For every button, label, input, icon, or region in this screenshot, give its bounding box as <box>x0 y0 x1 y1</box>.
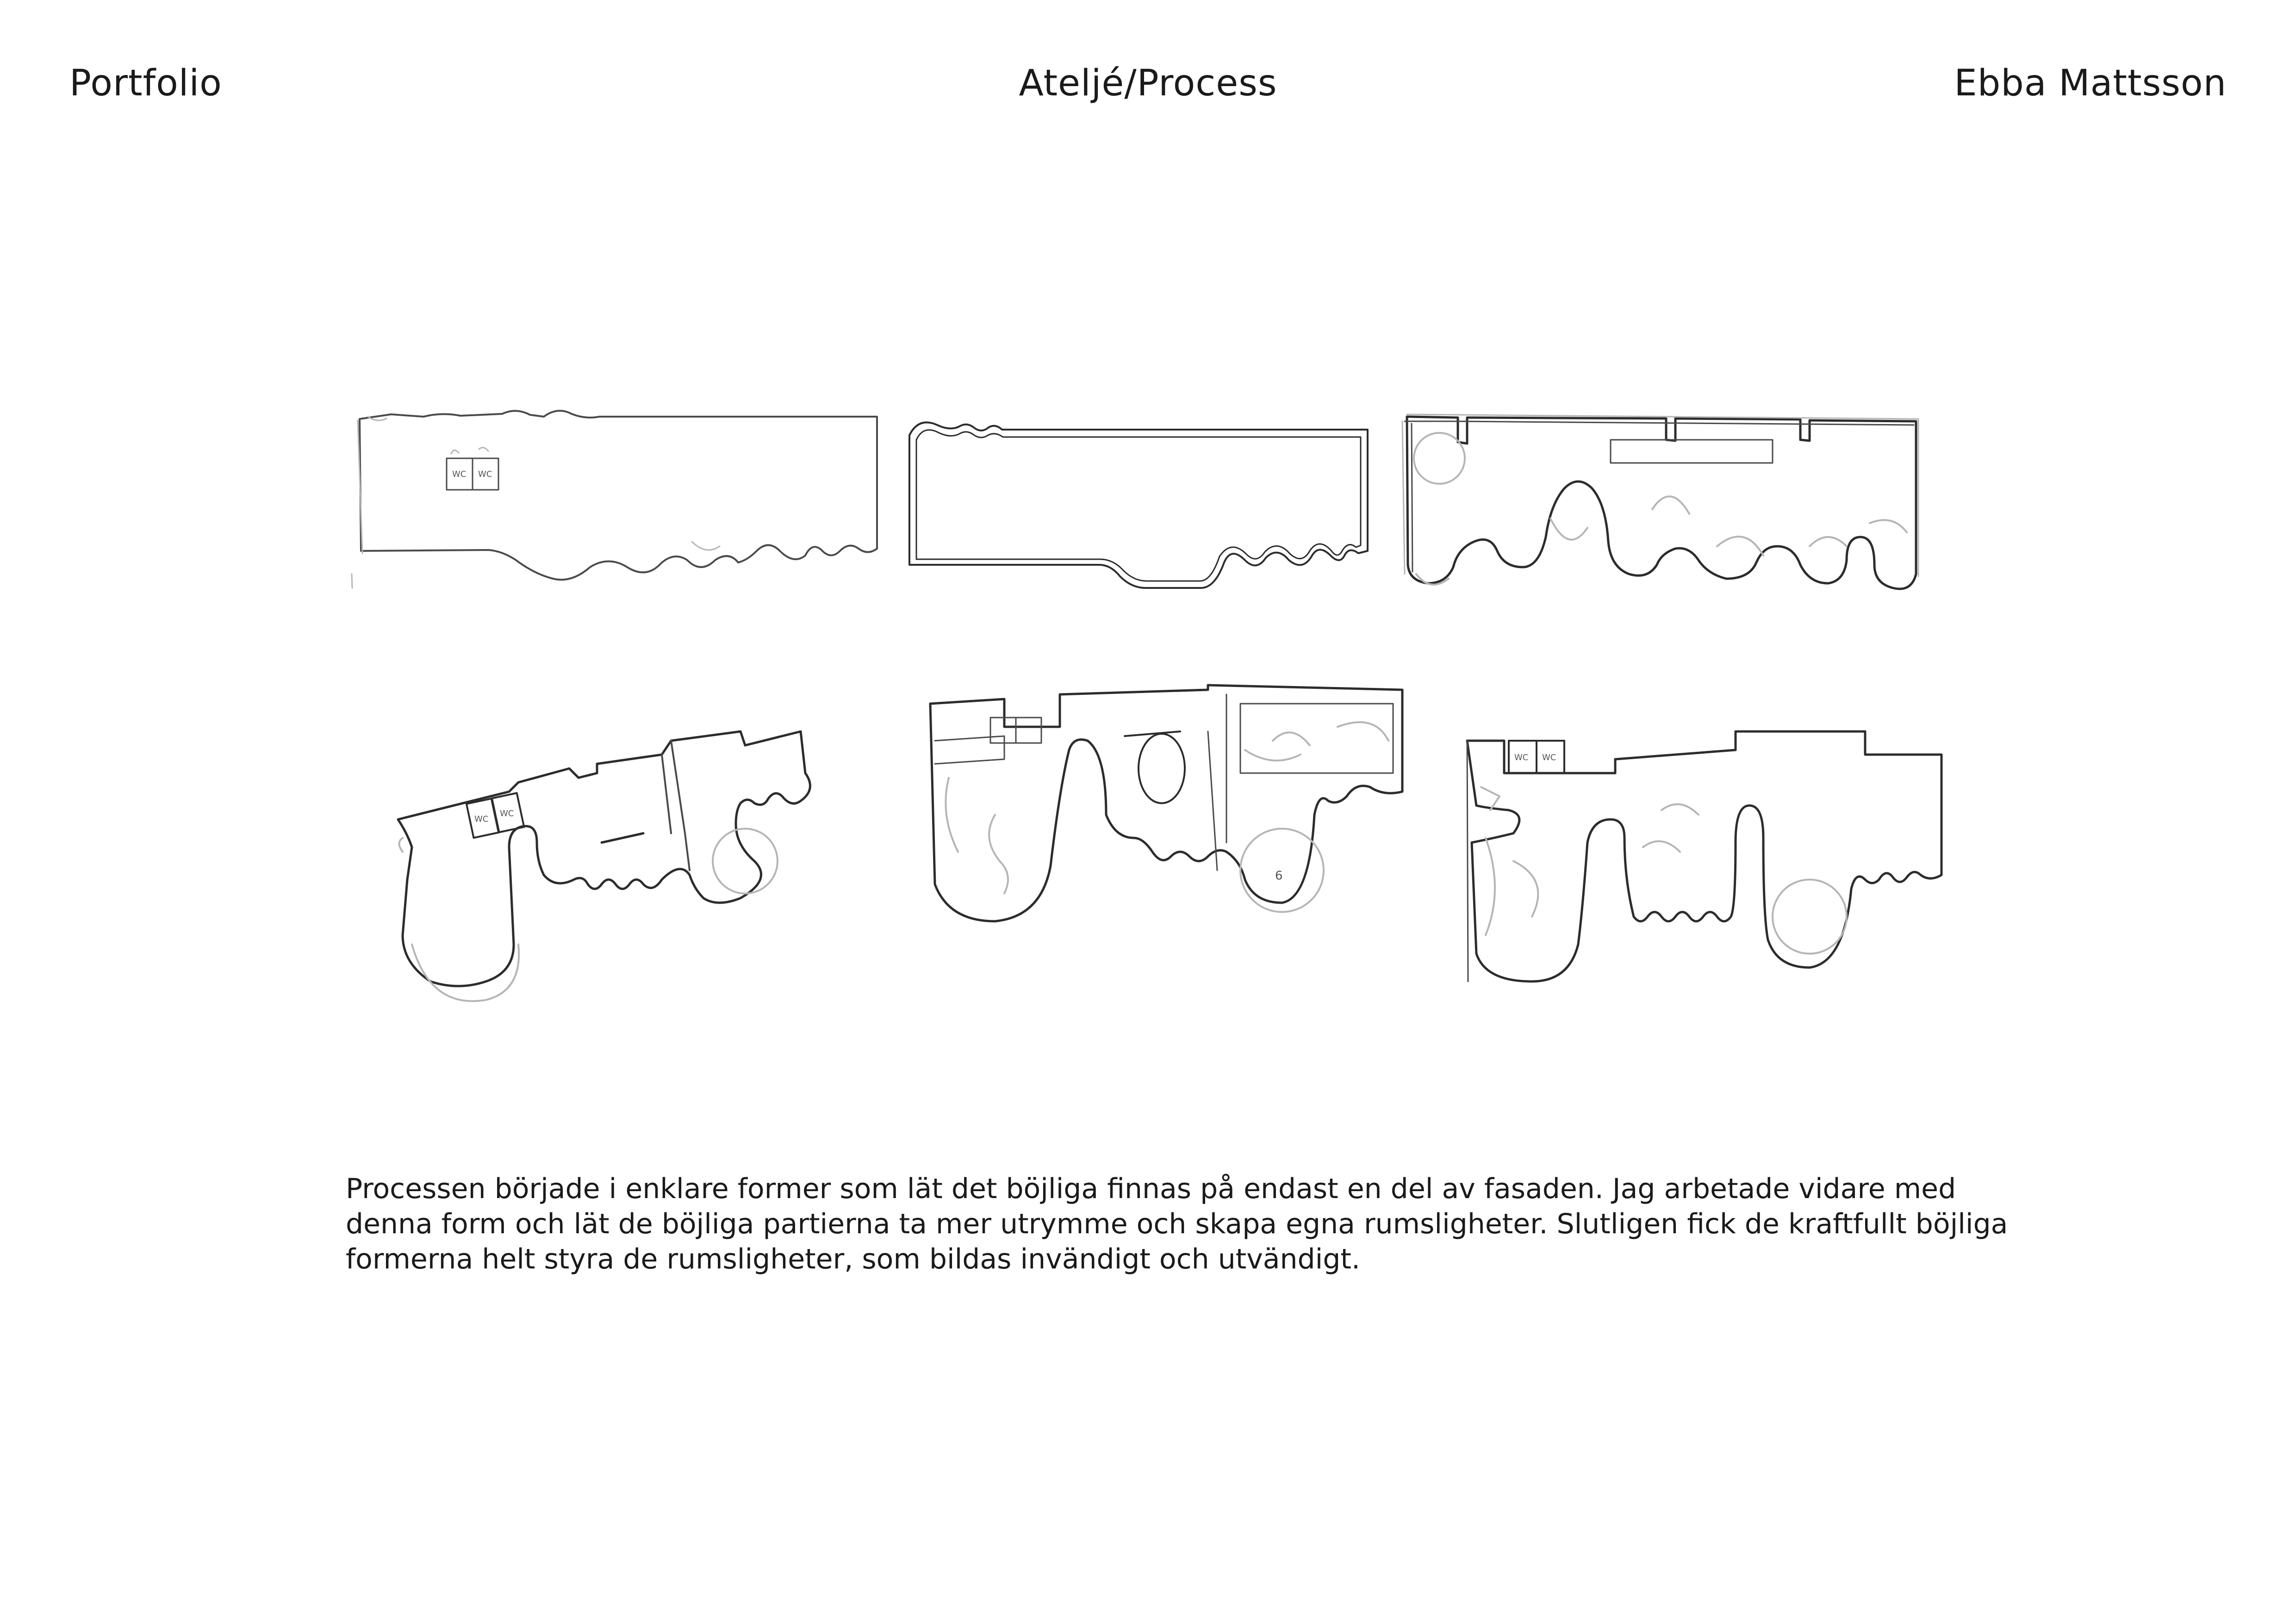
header-title: Ateljé/Process <box>1019 62 1277 104</box>
sketch-5 <box>921 676 1412 940</box>
sketch-3 <box>1393 407 1925 602</box>
wc-label: WC <box>1542 753 1556 762</box>
sketch-6 <box>1458 722 1953 1000</box>
wc-label: WC <box>452 469 467 479</box>
wc-label: WC <box>1514 753 1529 762</box>
process-description <box>346 1171 2012 1277</box>
description-line: denna form och lät de böjliga partierna ta mer utrymme och skapa egna rumsligheter. Slutligen fick de kraftfullt böjliga <box>346 1208 2008 1240</box>
wc-label: WC <box>500 809 514 818</box>
wc-label: WC <box>474 814 489 824</box>
wc-label: WC <box>478 469 492 479</box>
floor-number: 6 <box>1275 869 1283 883</box>
description-line: formerna helt styra de rumsligheter, som bildas invändigt och utvändigt. <box>346 1243 1361 1275</box>
description-line: Processen började i enklare former som lät det böjliga finnas på endast en del av fasaden. Jag arbetade vidare med <box>346 1173 1956 1205</box>
sketch-4 <box>384 685 907 1046</box>
header-portfolio: Portfolio <box>69 62 222 104</box>
sketch-1 <box>349 403 886 616</box>
sketch-2 <box>900 412 1377 597</box>
header-author: Ebba Mattsson <box>1954 62 2227 104</box>
